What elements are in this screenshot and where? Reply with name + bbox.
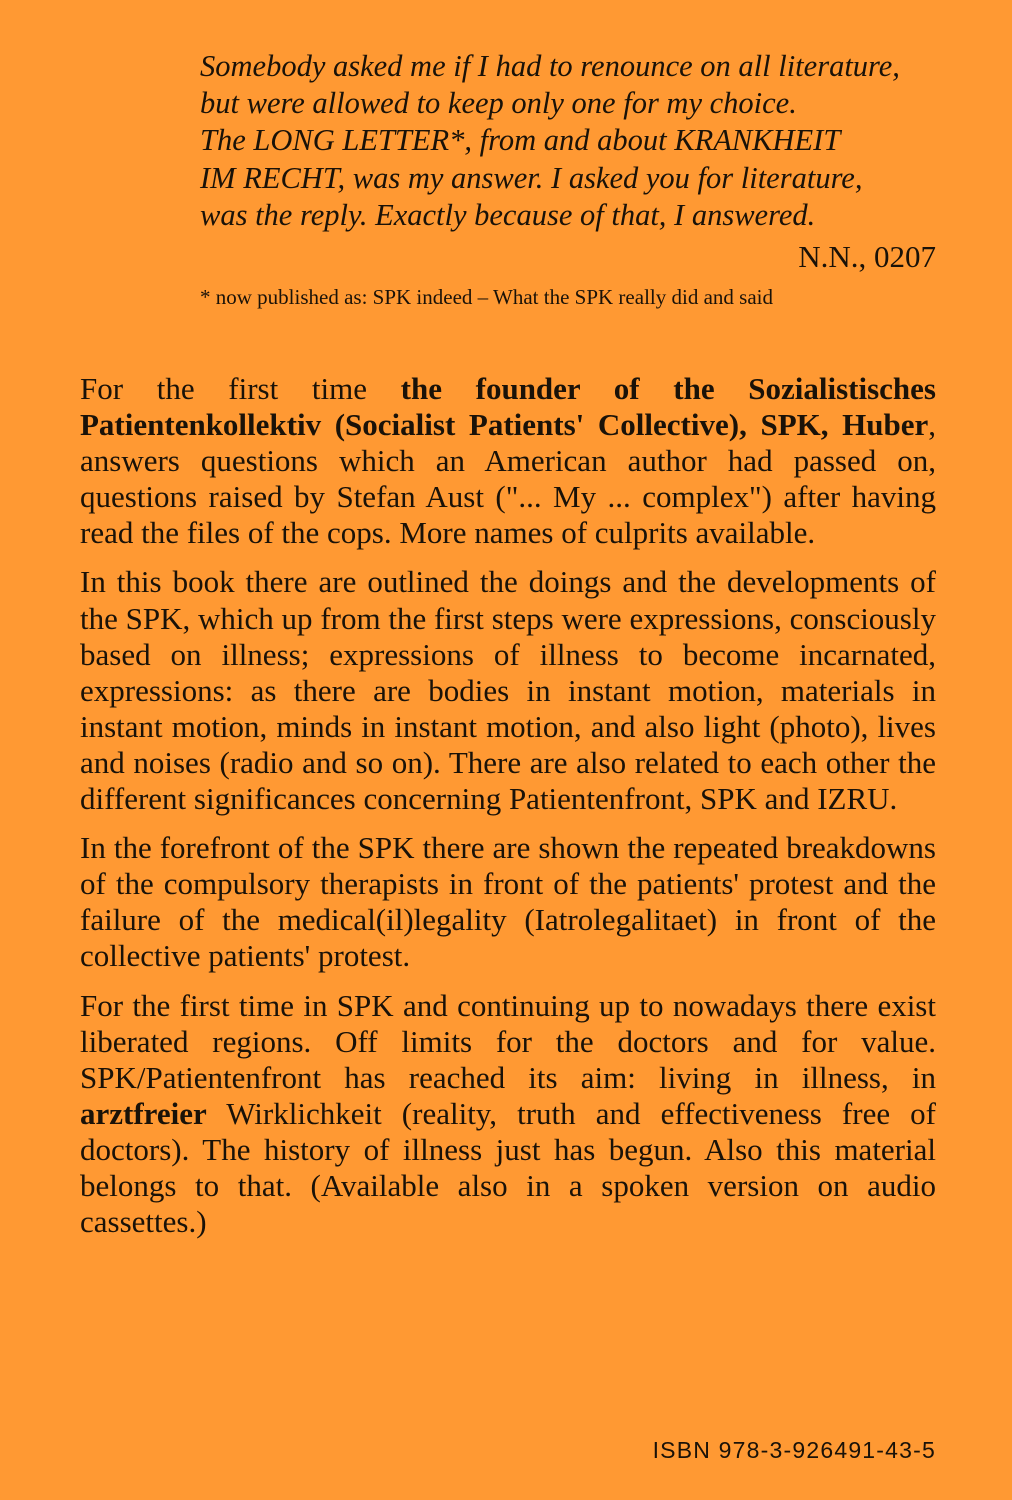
isbn-number: ISBN 978-3-926491-43-5	[652, 1437, 936, 1463]
p4-before: For the first time in SPK and continuing up to nowadays there exist liberated regions. Off limits for the doctors and for value. SPK/Patientenfront has reached its aim: living in illness, in	[80, 987, 936, 1095]
p4-after: Wirklichkeit (reality, truth and effectiveness free of doctors). The history of illness just has begun. Also this material belongs to that. (Available also in a spoken version on audio cassettes.)	[80, 1095, 936, 1240]
blurb-text	[80, 371, 936, 1253]
p1-intro: For the first time	[80, 371, 401, 406]
p1-rest: , answers questions which an American author had passed on, questions raised by Stefan Aust ("... My ... complex") after having read the files of the cops. More names of culprits available.	[80, 407, 936, 551]
blurb-paragraph-2: In this book there are outlined the doings and the developments of the SPK, which up from the first steps were expressions, consciously based on illness; expressions of illness to become incarnated, expressions: as there are bodies in instant motion, materials in instant motion, minds in instant motion, and also light (photo), lives and noises (radio and so on). There are also related to each other the different significances concerning Patientenfront, SPK and IZRU.	[80, 564, 936, 817]
quote-attribution: N.N., 0207	[798, 239, 936, 275]
quote-line: was the reply. Exactly because of that, I answered.	[200, 197, 816, 232]
quote-line: but were allowed to keep only one for my choice.	[200, 86, 797, 121]
blurb-paragraph-1	[80, 371, 936, 551]
quote-line: Somebody asked me if I had to renounce on all literature,	[200, 49, 900, 83]
p4-bold-arztfreier: arztfreier	[80, 1095, 207, 1131]
p1-bold-founder: the founder of the Sozialistisches Patientenkollektiv (Socialist Patients' Collective), SPK, Huber	[80, 371, 936, 443]
blurb-paragraph-4	[80, 988, 936, 1241]
epigraph-quote	[200, 48, 940, 311]
quote-footnote: * now published as: SPK indeed – What the SPK really did and said	[200, 285, 773, 310]
quote-line: The LONG LETTER*, from and about KRANKHEIT	[200, 123, 841, 158]
blurb-paragraph-3: In the forefront of the SPK there are shown the repeated breakdowns of the compulsory therapists in front of the patients' protest and the failure of the medical(il)legality (Iatrolegalitaet) in front of the collective patients' protest.	[80, 830, 936, 974]
quote-line: IM RECHT, was my answer. I asked you for literature,	[200, 160, 863, 195]
